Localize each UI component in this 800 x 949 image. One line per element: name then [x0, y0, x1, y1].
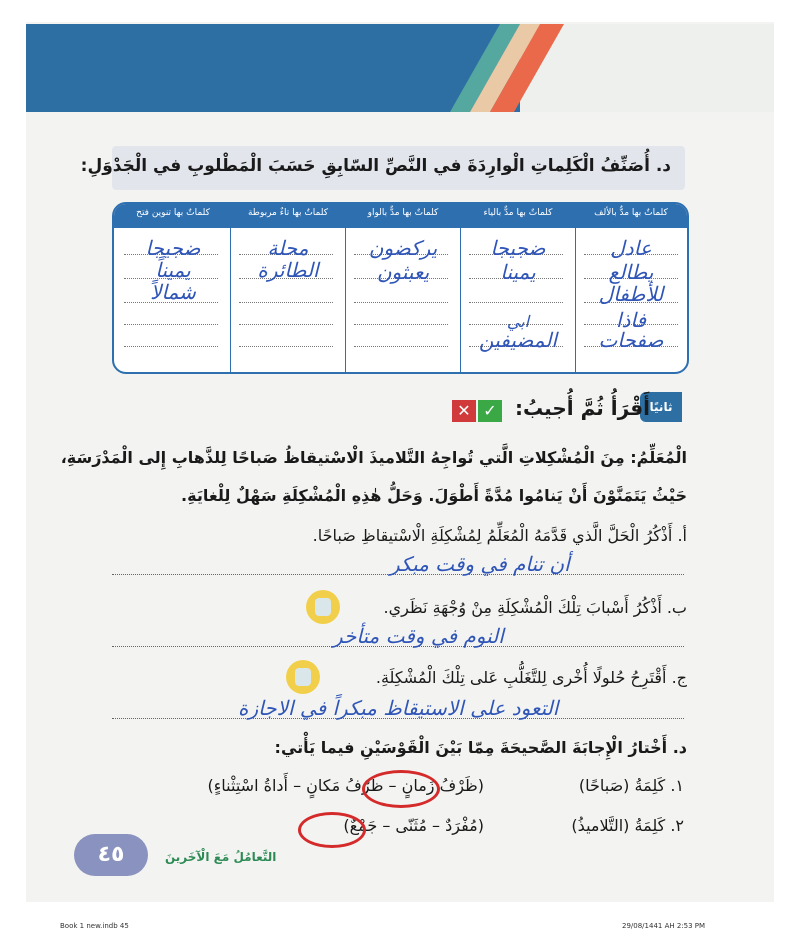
- header-ya: كلماتٌ بها مدٌّ بالياء: [483, 208, 553, 218]
- section-title: أَقْرَأُ ثُمَّ أُجيبُ:: [515, 396, 650, 420]
- header-tanween: كلماتٌ بها تنوين فتح: [136, 208, 210, 218]
- print-timestamp: 29/08/1441 AH 2:53 PM: [622, 922, 706, 930]
- question-d1-options: (ظَرْفُ زَمانٍ – ظَرْفُ مَكانٍ – أَداةُ اسْتِثْناءٍ): [207, 776, 484, 795]
- table-cell: يعبثون: [376, 260, 430, 284]
- header-stripes: [440, 24, 600, 112]
- passage-line-2: حَيْثُ يَتَمَنَّوْنَ أَنْ يَنامُوا مُدَّةً أَطْوَلَ. وَحَلُّ هٰذِهِ الْمُشْكِلَةِ سَهْلٌ لِلْغايَةِ.: [181, 486, 687, 505]
- lightbulb-icon: [286, 660, 320, 694]
- lightbulb-icon: [306, 590, 340, 624]
- answer-circle: [362, 770, 440, 808]
- section-tab: ثانيًا: [640, 392, 682, 422]
- table-cell: محلة: [267, 236, 309, 260]
- instruction-box: [80, 146, 685, 190]
- table-cell: الطائرة: [257, 258, 319, 282]
- col-divider: [230, 228, 231, 372]
- header-waw: كلماتٌ بها مدٌّ بالواو: [367, 208, 439, 218]
- table-cell: ضجيجا: [145, 236, 201, 260]
- answer-a: أن تنام في وقت مبكر: [390, 552, 570, 576]
- answer-circle: [298, 812, 366, 848]
- header-alif: كلماتٌ بها مدٌّ بالألف: [594, 208, 668, 218]
- table-cell: يطالع: [608, 260, 654, 284]
- col-divider: [345, 228, 346, 372]
- table-cell: صفحات: [598, 328, 664, 352]
- question-d2-options: (مُفْرَدٌ – مُثَنّى – جَمْعٌ): [343, 816, 484, 835]
- table-cell: فاذا: [615, 308, 647, 332]
- unit-title: التَّعامُلُ مَعَ الْآخَرينَ: [165, 850, 277, 864]
- col-divider: [575, 228, 576, 372]
- table-cell: ابي: [506, 312, 530, 331]
- question-d2-label: ٢. كَلِمَةُ (التَّلاميذُ): [571, 816, 684, 835]
- cross-icon: ✕: [452, 400, 476, 422]
- print-file-name: Book 1 new.indb 45: [60, 922, 129, 930]
- table-cell: شمالاً: [150, 280, 196, 304]
- table-cell: للأطفال: [598, 282, 664, 306]
- page-number: ٤٥: [74, 834, 148, 876]
- table-cell: يمينا: [500, 260, 536, 284]
- table-cell: المضيفين: [479, 328, 557, 352]
- question-c: ج. أَقْتَرِحُ حُلولًا أُخْرى لِلتَّغَلُّبِ عَلى تِلْكَ الْمُشْكِلَةِ.: [375, 668, 687, 687]
- table-cell: ضجيجا: [490, 236, 546, 260]
- instruction-text: د. أُصَنِّفُ الْكَلِماتِ الْوارِدَةَ في النَّصِّ السّابِقِ حَسَبَ الْمَطْلوبِ في الْجَدْوَلِ:: [80, 156, 671, 176]
- question-d: د. أَخْتارُ الْإِجابَةَ الصَّحيحَةَ مِمّا بَيْنَ الْقَوْسَيْنِ فيما يَأْتي:: [274, 738, 687, 757]
- table-cell: يركضون: [368, 236, 438, 260]
- passage-line-1: الْمُعَلِّمُ: مِنَ الْمُشْكِلاتِ الَّتي تُواجِهُ التَّلاميذَ الْاسْتيقاظُ صَباحًا لِلذَّهابِ إِلى الْمَدْرَسَةِ،: [60, 448, 687, 467]
- question-a: أ. أَذْكُرُ الْحَلَّ الَّذي قَدَّمَهُ الْمُعَلِّمُ لِمُشْكِلَةِ الْاسْتيقاظِ صَباحًا.: [312, 526, 687, 545]
- answer-b: النوم في وقت متأخر: [333, 624, 504, 648]
- check-icon: ✓: [478, 400, 502, 422]
- table-cell: يميناً: [155, 258, 191, 282]
- question-b: ب. أَذْكُرُ أَسْبابَ تِلْكَ الْمُشْكِلَةِ مِنْ وُجْهَةِ نَظَري.: [383, 598, 687, 617]
- col-divider: [460, 228, 461, 372]
- answer-c: التعود على الاستيقاظ مبكراً في الاجازة: [238, 696, 559, 720]
- table-cell: عادل: [610, 236, 652, 260]
- header-ta-marbuta: كلماتٌ بها تاءٌ مربوطة: [247, 208, 329, 218]
- classification-table: [112, 202, 689, 374]
- question-d1-label: ١. كَلِمَةُ (صَباحًا): [578, 776, 684, 795]
